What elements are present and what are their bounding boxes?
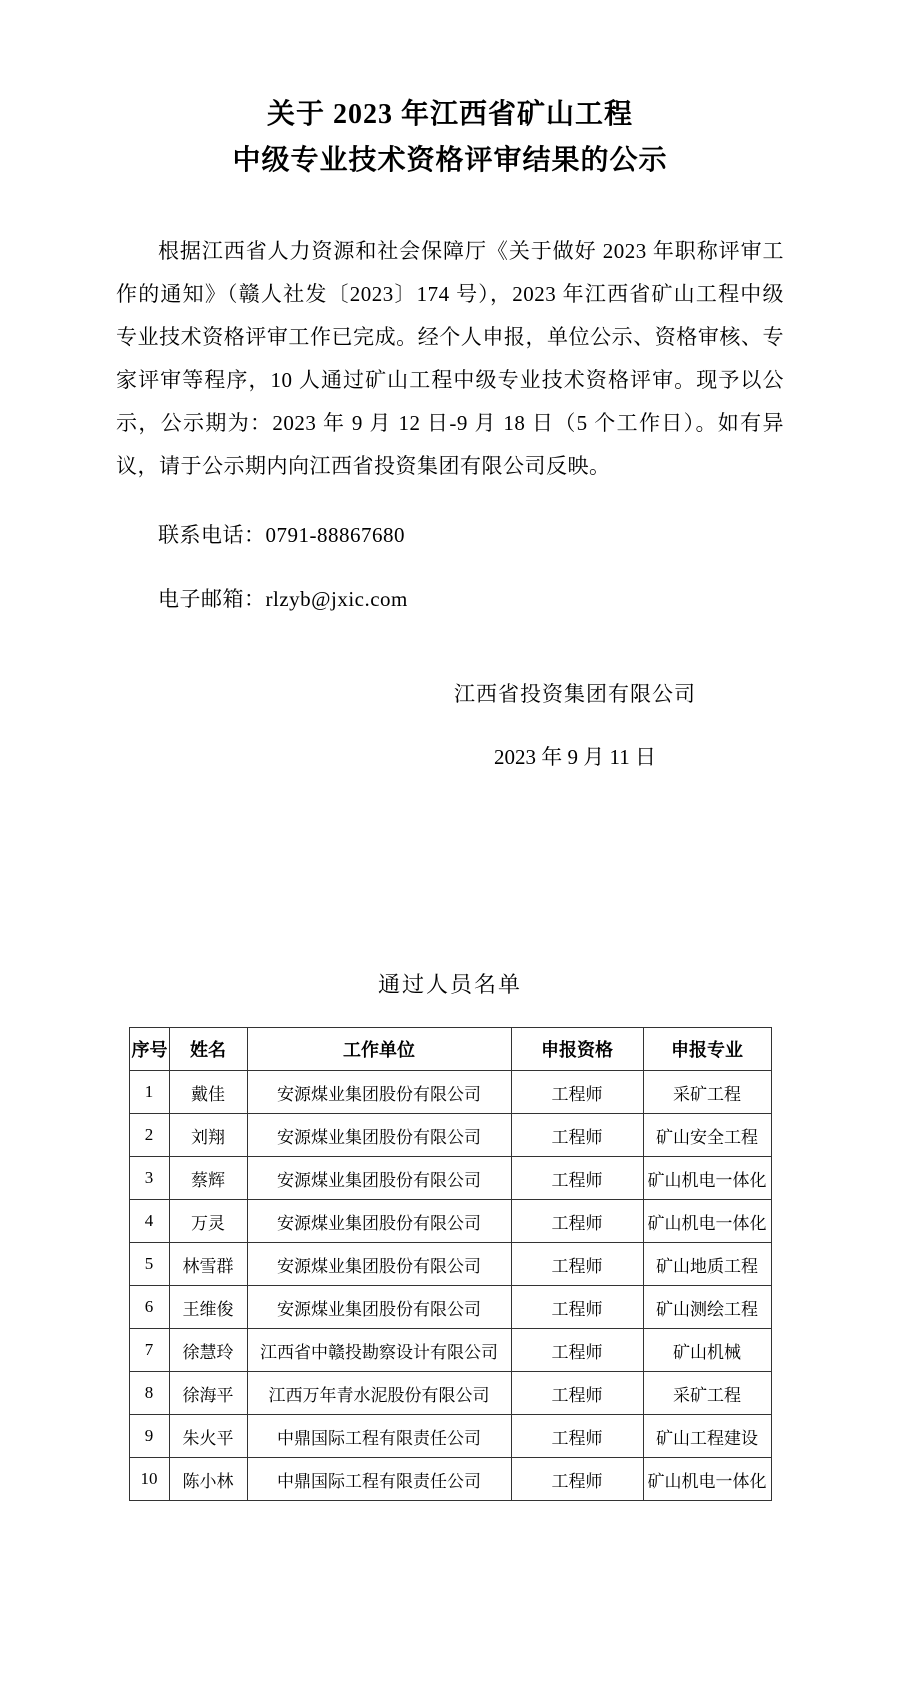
signature-organization: 江西省投资集团有限公司	[454, 682, 696, 706]
cell-major: 采矿工程	[643, 1071, 771, 1114]
cell-qualification: 工程师	[511, 1071, 643, 1114]
cell-work-unit: 安源煤业集团股份有限公司	[247, 1157, 511, 1200]
cell-name: 林雪群	[169, 1243, 247, 1286]
document-title-line-2: 中级专业技术资格评审结果的公示	[232, 145, 668, 176]
roster-table-title: 通过人员名单	[377, 972, 522, 997]
table-row	[129, 1243, 771, 1286]
cell-serial: 9	[129, 1415, 169, 1458]
cell-major: 矿山机电一体化	[643, 1458, 771, 1501]
cell-name: 戴佳	[169, 1071, 247, 1114]
cell-work-unit: 安源煤业集团股份有限公司	[247, 1071, 511, 1114]
cell-work-unit: 江西万年青水泥股份有限公司	[247, 1372, 511, 1415]
cell-name: 万灵	[169, 1200, 247, 1243]
cell-serial: 5	[129, 1243, 169, 1286]
cell-work-unit: 中鼎国际工程有限责任公司	[247, 1415, 511, 1458]
table-row	[129, 1114, 771, 1157]
cell-major: 采矿工程	[643, 1372, 771, 1415]
cell-major: 矿山机电一体化	[643, 1157, 771, 1200]
header-cell-serial: 序号	[129, 1028, 169, 1071]
cell-work-unit: 安源煤业集团股份有限公司	[247, 1200, 511, 1243]
header-cell-major: 申报专业	[643, 1028, 771, 1071]
cell-work-unit: 江西省中赣投勘察设计有限公司	[247, 1329, 511, 1372]
table-row	[129, 1415, 771, 1458]
document-title	[116, 92, 784, 184]
roster-table-body	[129, 1071, 771, 1501]
cell-qualification: 工程师	[511, 1458, 643, 1501]
cell-qualification: 工程师	[511, 1329, 643, 1372]
table-row	[129, 1071, 771, 1114]
cell-qualification: 工程师	[511, 1415, 643, 1458]
cell-serial: 1	[129, 1071, 169, 1114]
cell-name: 徐海平	[169, 1372, 247, 1415]
cell-major: 矿山工程建设	[643, 1415, 771, 1458]
cell-work-unit: 中鼎国际工程有限责任公司	[247, 1458, 511, 1501]
cell-qualification: 工程师	[511, 1372, 643, 1415]
cell-major: 矿山安全工程	[643, 1114, 771, 1157]
contact-phone-line: 联系电话：0791-88867680	[158, 523, 405, 547]
roster-table-head	[129, 1028, 771, 1071]
cell-major: 矿山机电一体化	[643, 1200, 771, 1243]
roster-header-row	[129, 1028, 771, 1071]
cell-serial: 3	[129, 1157, 169, 1200]
cell-serial: 6	[129, 1286, 169, 1329]
body-paragraph: 根据江西省人力资源和社会保障厅《关于做好 2023 年职称评审工作的通知》（赣人社发〔2023〕174 号），2023 年江西省矿山工程中级专业技术资格评审工作已完成。经个人申报，单位公示、资格审核、专家评审等程序，10 人通过矿山工程中级专业技术资格评审。现予以公示，公示期为：2023 年 9 月 12 日-9 月 18 日（5 个工作日）。如有异议，请于公示期内向江西省投资集团有限公司反映。	[116, 239, 784, 478]
cell-work-unit: 安源煤业集团股份有限公司	[247, 1286, 511, 1329]
cell-serial: 4	[129, 1200, 169, 1243]
cell-serial: 7	[129, 1329, 169, 1372]
cell-qualification: 工程师	[511, 1200, 643, 1243]
signature-block	[454, 673, 696, 779]
cell-name: 王维俊	[169, 1286, 247, 1329]
document-title-line-1: 关于 2023 年江西省矿山工程	[266, 99, 633, 130]
cell-qualification: 工程师	[511, 1243, 643, 1286]
cell-major: 矿山地质工程	[643, 1243, 771, 1286]
contact-email-line: 电子邮箱：rlzyb@jxic.com	[158, 587, 408, 611]
cell-major: 矿山测绘工程	[643, 1286, 771, 1329]
header-cell-work-unit: 工作单位	[247, 1028, 511, 1071]
header-cell-qualification: 申报资格	[511, 1028, 643, 1071]
signature-date: 2023 年 9 月 11 日	[494, 745, 656, 769]
cell-serial: 2	[129, 1114, 169, 1157]
cell-qualification: 工程师	[511, 1286, 643, 1329]
table-row	[129, 1200, 771, 1243]
cell-qualification: 工程师	[511, 1157, 643, 1200]
table-row	[129, 1286, 771, 1329]
table-row	[129, 1329, 771, 1372]
table-row	[129, 1157, 771, 1200]
cell-serial: 8	[129, 1372, 169, 1415]
header-cell-name: 姓名	[169, 1028, 247, 1071]
cell-work-unit: 安源煤业集团股份有限公司	[247, 1243, 511, 1286]
cell-name: 蔡辉	[169, 1157, 247, 1200]
cell-work-unit: 安源煤业集团股份有限公司	[247, 1114, 511, 1157]
table-row	[129, 1372, 771, 1415]
cell-major: 矿山机械	[643, 1329, 771, 1372]
cell-qualification: 工程师	[511, 1114, 643, 1157]
cell-serial: 10	[129, 1458, 169, 1501]
table-row	[129, 1458, 771, 1501]
cell-name: 朱火平	[169, 1415, 247, 1458]
cell-name: 刘翔	[169, 1114, 247, 1157]
roster-table	[129, 1027, 772, 1501]
cell-name: 徐慧玲	[169, 1329, 247, 1372]
cell-name: 陈小林	[169, 1458, 247, 1501]
